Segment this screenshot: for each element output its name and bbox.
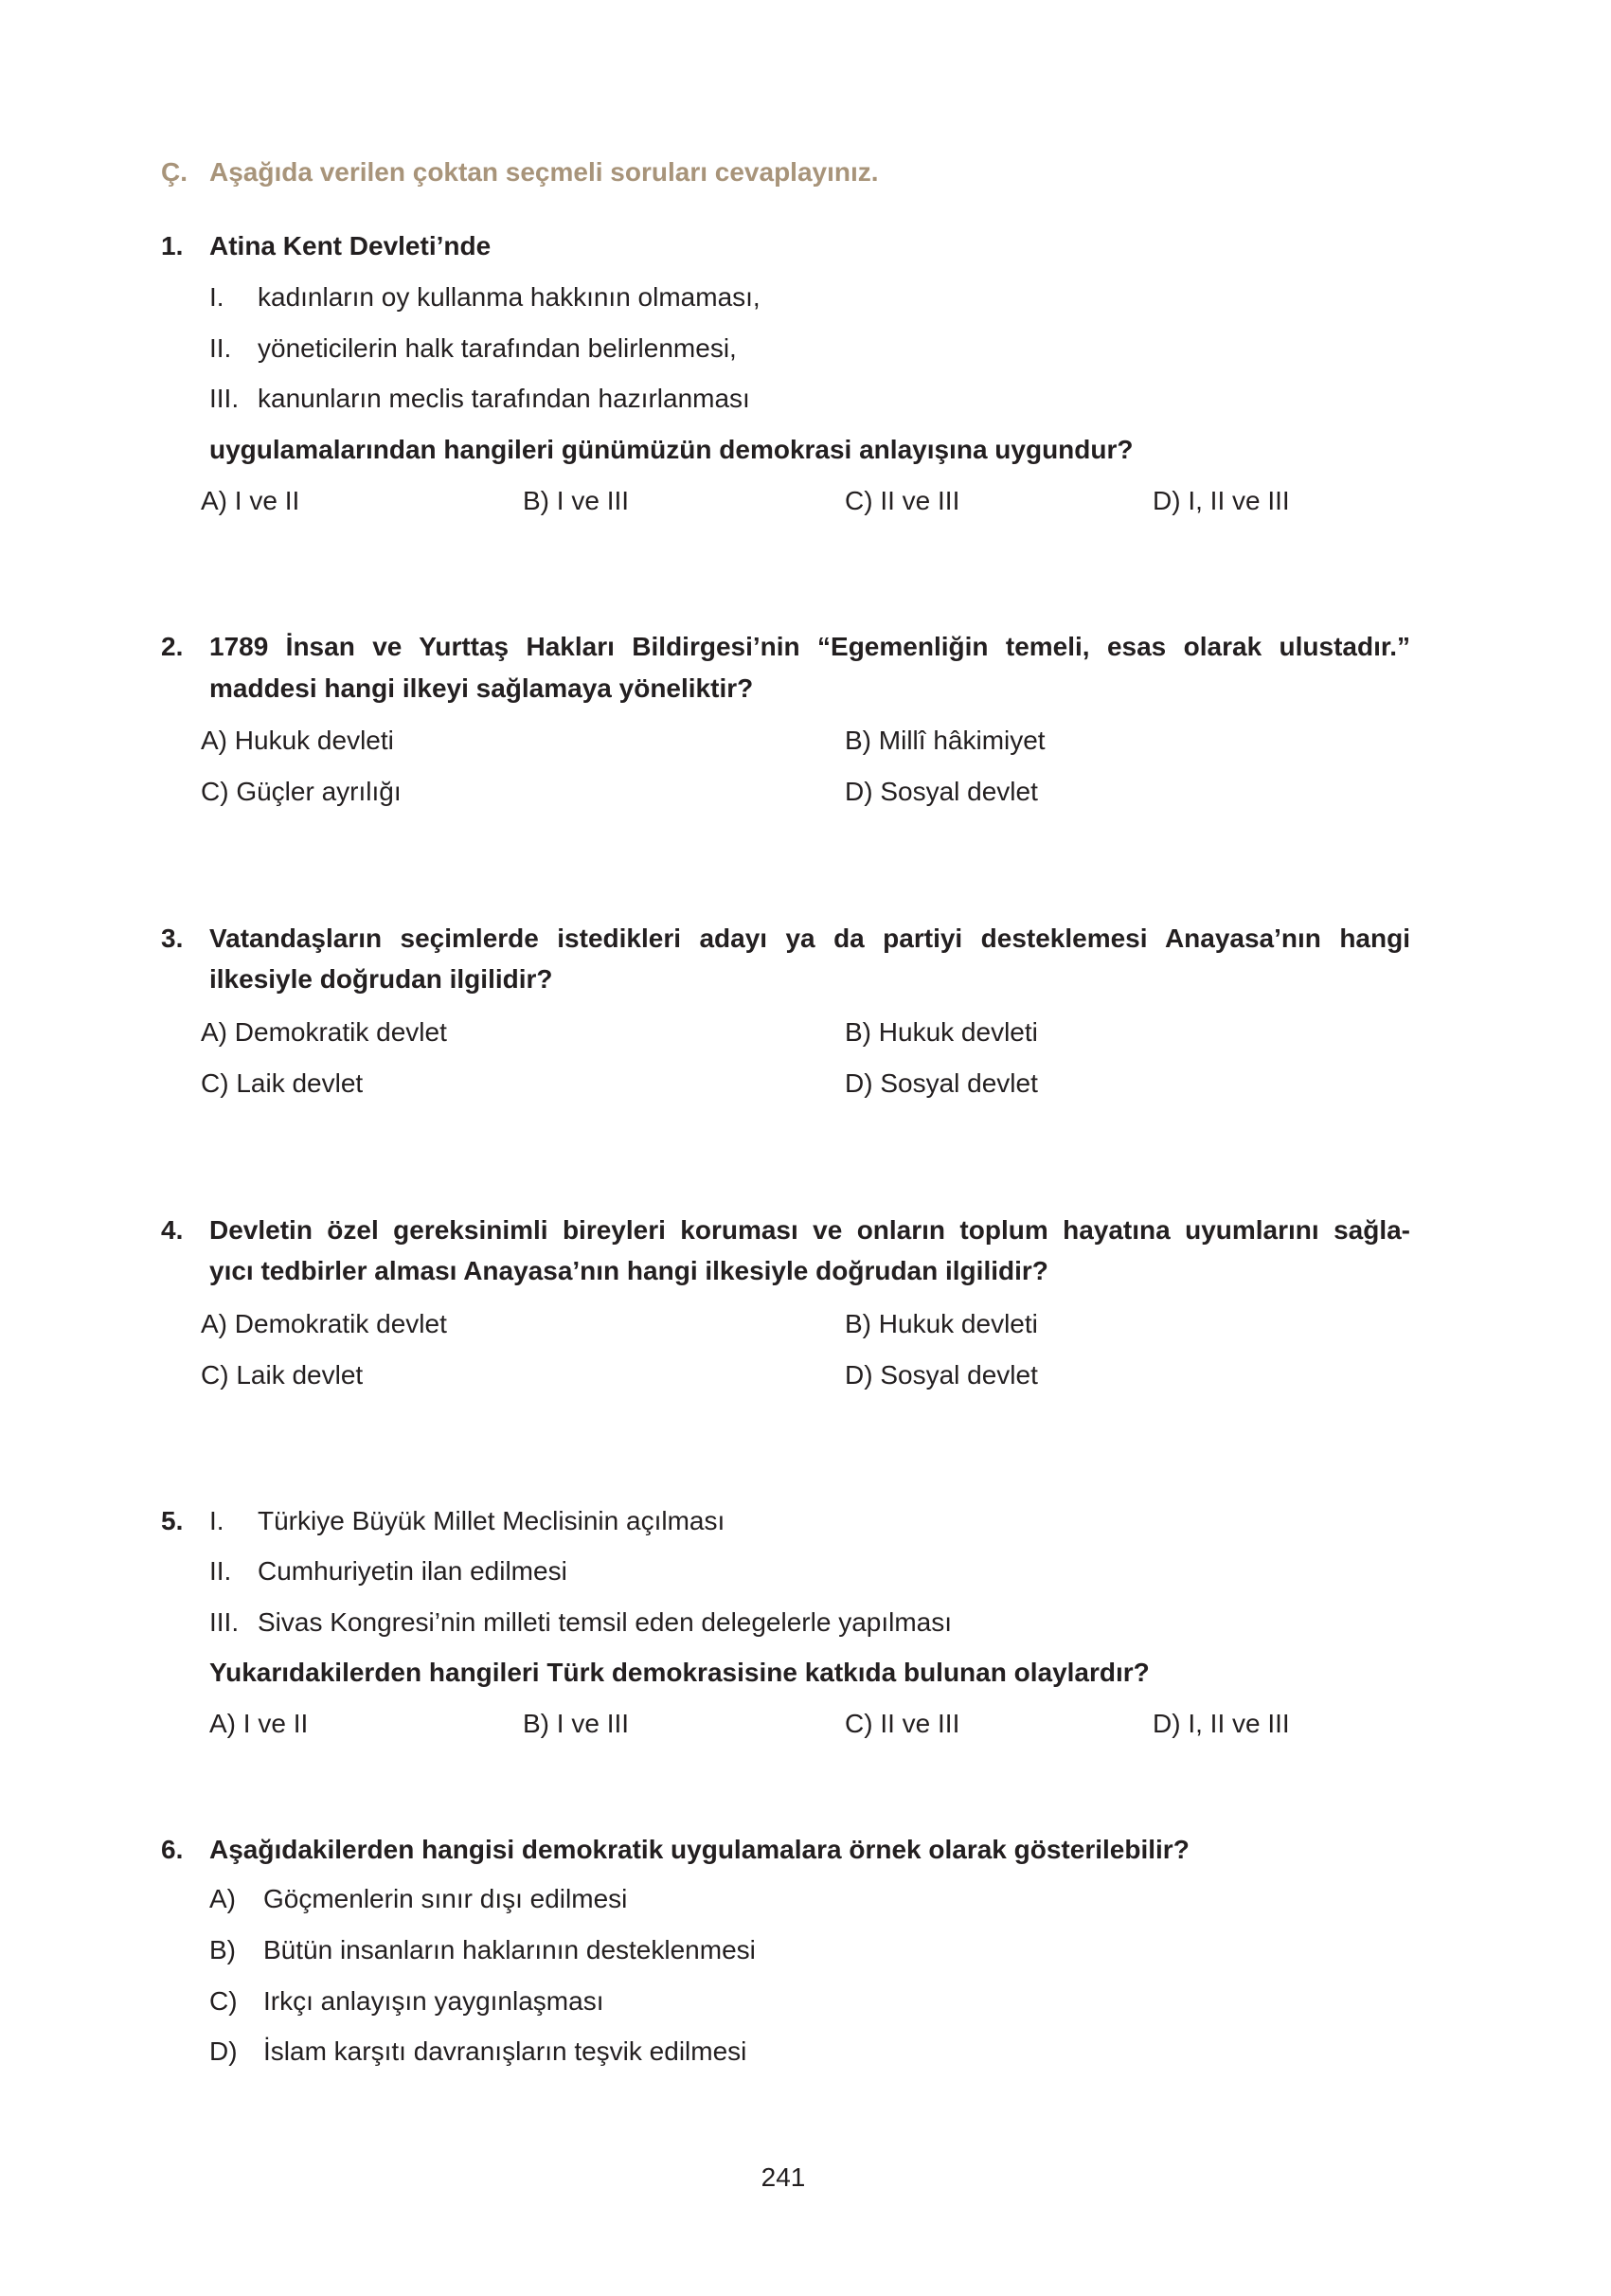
question-text-line: Devletin özel gereksinimli bireyleri koruması ve onların toplum hayatına uyumlarını sağla- xyxy=(209,1215,1410,1245)
option-d[interactable]: D) Sosyal devlet xyxy=(845,777,1038,806)
question-number: 1. xyxy=(161,231,184,260)
option-b[interactable]: B) Hukuk devleti xyxy=(845,1309,1038,1338)
option-c[interactable]: C) II ve III xyxy=(845,1709,960,1738)
item-text: kanunların meclis tarafından hazırlanması xyxy=(258,384,750,413)
question-text-line: maddesi hangi ilkeyi sağlamaya yöneliktir? xyxy=(209,673,754,703)
option-text: Irkçı anlayışın yaygınlaşması xyxy=(263,1986,604,2016)
item-text: yöneticilerin halk tarafından belirlenmesi, xyxy=(258,333,737,363)
section-letter: Ç. xyxy=(161,157,188,187)
item-number: I. xyxy=(209,1506,224,1535)
option-b[interactable]: B) I ve III xyxy=(523,486,630,515)
option-a[interactable]: A) I ve II xyxy=(201,486,300,515)
option-letter: A) xyxy=(209,1884,236,1913)
option-text: Göçmenlerin sınır dışı edilmesi xyxy=(263,1884,628,1913)
option-a[interactable]: A) Demokratik devlet xyxy=(201,1309,447,1338)
question-text-line: Aşağıdakilerden hangisi demokratik uygulamalara örnek olarak gösterilebilir? xyxy=(209,1835,1190,1864)
option-letter: B) xyxy=(209,1935,236,1964)
question-number: 3. xyxy=(161,924,184,953)
option-b[interactable]: B) Hukuk devleti xyxy=(845,1017,1038,1047)
question-stem: uygulamalarından hangileri günümüzün demokrasi anlayışına uygundur? xyxy=(209,435,1134,464)
item-number: II. xyxy=(209,1556,232,1586)
question-number: 5. xyxy=(161,1506,184,1535)
option-c[interactable]: C) Laik devlet xyxy=(201,1068,364,1098)
section-title: Aşağıda verilen çoktan seçmeli soruları cevaplayınız. xyxy=(209,157,879,187)
item-text: Türkiye Büyük Millet Meclisinin açılması xyxy=(258,1506,725,1535)
option-letter: D) xyxy=(209,2036,238,2066)
option-b[interactable]: B) Millî hâkimiyet xyxy=(845,726,1046,755)
item-number: I. xyxy=(209,282,224,312)
option-c[interactable]: C) II ve III xyxy=(845,486,960,515)
question-text-line: 1789 İnsan ve Yurttaş Hakları Bildirgesi’nin “Egemenliğin temeli, esas olarak ulustadır.” xyxy=(209,632,1410,661)
option-a[interactable]: A) I ve II xyxy=(209,1709,309,1738)
option-text: Bütün insanların haklarının desteklenmesi xyxy=(263,1935,756,1964)
item-text: Sivas Kongresi’nin milleti temsil eden delegelerle yapılması xyxy=(258,1607,953,1637)
item-number: III. xyxy=(209,1607,240,1637)
option-b[interactable]: B) I ve III xyxy=(523,1709,630,1738)
item-number: III. xyxy=(209,384,240,413)
option-letter: C) xyxy=(209,1986,238,2016)
option-d[interactable]: D) I, II ve III xyxy=(1153,1709,1290,1738)
question-text-line: yıcı tedbirler alması Anayasa’nın hangi ilkesiyle doğrudan ilgilidir? xyxy=(209,1256,1048,1285)
option-d[interactable]: D) I, II ve III xyxy=(1153,486,1290,515)
question-text-line: Vatandaşların seçimlerde istedikleri adayı ya da partiyi desteklemesi Anayasa’nın hangi xyxy=(209,924,1410,953)
option-text: İslam karşıtı davranışların teşvik edilmesi xyxy=(263,2036,747,2066)
question-intro: Atina Kent Devleti’nde xyxy=(209,231,492,260)
question-number: 4. xyxy=(161,1215,184,1245)
page-number: 241 xyxy=(761,2162,806,2192)
item-text: kadınların oy kullanma hakkının olmaması, xyxy=(258,282,761,312)
option-d[interactable]: D) Sosyal devlet xyxy=(845,1068,1038,1098)
question-stem: Yukarıdakilerden hangileri Türk demokrasisine katkıda bulunan olaylardır? xyxy=(209,1658,1150,1687)
item-text: Cumhuriyetin ilan edilmesi xyxy=(258,1556,567,1586)
option-c[interactable]: C) Laik devlet xyxy=(201,1360,364,1390)
question-text-line: ilkesiyle doğrudan ilgilidir? xyxy=(209,964,553,994)
option-d[interactable]: D) Sosyal devlet xyxy=(845,1360,1038,1390)
question-number: 6. xyxy=(161,1835,184,1864)
option-a[interactable]: A) Hukuk devleti xyxy=(201,726,394,755)
option-a[interactable]: A) Demokratik devlet xyxy=(201,1017,447,1047)
option-c[interactable]: C) Güçler ayrılığı xyxy=(201,777,402,806)
question-number: 2. xyxy=(161,632,184,661)
item-number: II. xyxy=(209,333,232,363)
